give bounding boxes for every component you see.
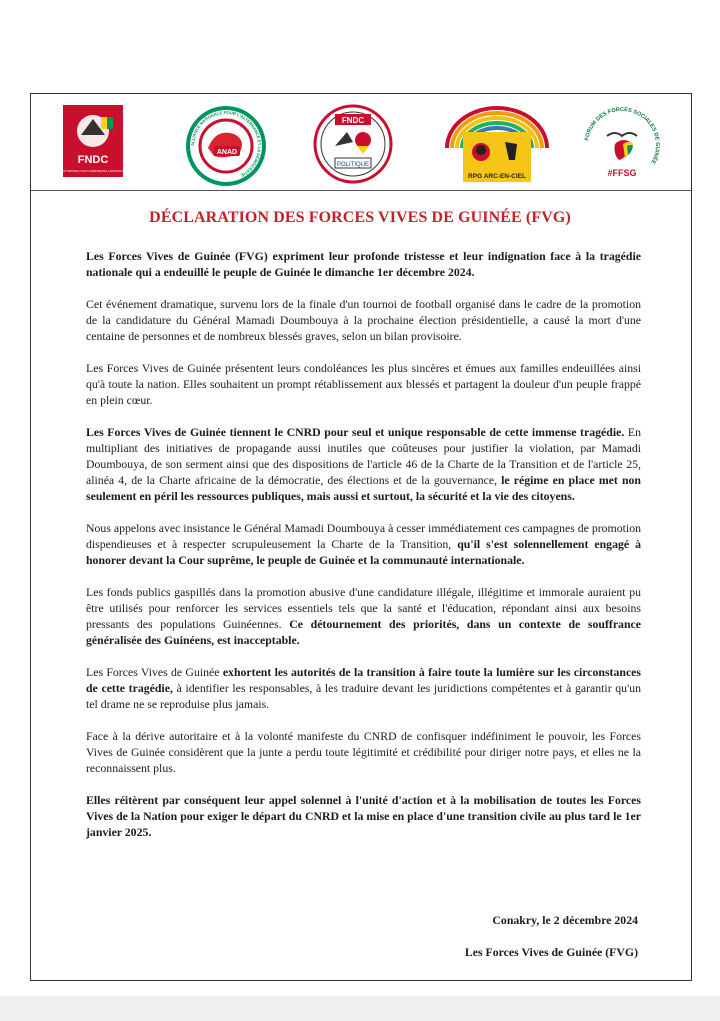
document-body [86, 248, 641, 856]
signature-block [465, 912, 638, 960]
paragraph-7-text-1: Les Forces Vives de Guinée [86, 665, 223, 679]
rpg-logo-label: RPG ARC-EN-CIEL [468, 173, 526, 180]
paragraph-9: Elles réitèrent par conséquent leur appel solennel à l'unité d'action et à la mobilisation de toutes les Forces Vives de la Nation pour exiger le départ du CNRD et la mise en place d'une transition civile au plus tard le 1er janvier 2025. [86, 793, 641, 839]
paragraph-7-text-2: à identifier les responsables, à les traduire devant les juridictions compétentes et à garantir qu'un tel drame ne se reproduise plus jamais. [86, 681, 641, 711]
paragraph-4 [86, 424, 641, 504]
fndc-logo-tagline: FRONT NATIONAL POUR LA DÉFENSE DE LA CONSTITUTION [58, 170, 128, 173]
fndc-logo-label: FNDC [77, 154, 109, 166]
paragraph-5 [86, 520, 641, 568]
paragraph-6-bold-1: Ce détournement des priorités, dans un contexte de souffrance généralisée des Guinéens, est inacceptable. [86, 617, 641, 647]
ffsg-logo-ring-text: FORUM DES FORCES SOCIALES DE GUINÉE [584, 106, 661, 165]
paragraph-3: Les Forces Vives de Guinée présentent leurs condoléances les plus sincères et émues aux familles endeuillées ainsi qu'à toute la nation. Elles souhaitent un prompt rétablissement aux blessés et partagent la douleur d'un peuple frappé en plein cœur. [86, 361, 641, 407]
bottom-margin [0, 996, 720, 1021]
paragraph-1: Les Forces Vives de Guinée (FVG) expriment leur profonde tristesse et leur indignation face à la tragédie nationale qui a endeuillé le peuple de Guinée le dimanche 1er décembre 2024. [86, 249, 641, 279]
fndc-politique-sub: POLITIQUE [336, 162, 370, 168]
ffsg-logo-hashtag: #FFSG [607, 168, 637, 178]
fndc-logo [58, 105, 128, 177]
anad-logo [184, 104, 268, 188]
paragraph-6 [86, 584, 641, 648]
paragraph-5-text-1: Nous appelons avec insistance le Général Mamadi Doumbouya à cesser immédiatement ces campagnes de promotion dispendieuses et à respecter scrupuleusement la Charte de la Transition, [86, 521, 641, 551]
rpg-arc-en-ciel-logo [441, 102, 553, 182]
paragraph-5-bold-1: qu'il s'est solennellement engagé à honorer devant la Cour suprême, le peuple de Guinée et la communauté internationale. [86, 537, 641, 567]
paragraph-4-bold-2: le régime en place met non seulement en péril les ressources publiques, mais aussi et surtout, la sécurité et la vie des citoyens. [86, 473, 641, 503]
paragraph-8: Face à la dérive autoritaire et à la volonté manifeste du CNRD de confisquer indéfiniment le pouvoir, les Forces Vives de Guinée considèrent que la junte a perdu toute légitimité et crédibilité pour diriger notre pays, et elles ne la reconnaissent plus. [86, 729, 641, 775]
fndc-politique-label: FNDC [341, 116, 365, 125]
document-title: DÉCLARATION DES FORCES VIVES DE GUINÉE (FVG) [149, 209, 571, 226]
anad-logo-ring-text: ALLIANCE NATIONALE POUR L'ALTERNANCE ET LA DÉMOCRATIE [189, 109, 263, 178]
paragraph-2: Cet événement dramatique, survenu lors de la finale d'un tournoi de football organisé dans le cadre de la promotion de la candidature du Général Mamadi Doumbouya à la prochaine élection présidentielle, a causé la mort d'une centaine de personnes et de nombreux blessés graves, selon un bilan provisoire. [86, 297, 641, 343]
paragraph-4-text-1: En multipliant des initiatives de propagande aussi inutiles que coûteuses pour justifier la violation, par Mamadi Doumbouya, de son serment ainsi que des dispositions de l'article 46 de la Charte de la Transition et de l'article 25, alinéa 4, de la Charte africaine de la démocratie, des élections et de la gouvernance, [86, 425, 642, 487]
paragraph-7-bold-1: exhortent les autorités de la transition à faire toute la lumière sur les circonstances de cette tragédie, [86, 665, 642, 695]
signature-place-date: Conakry, le 2 décembre 2024 [492, 913, 638, 927]
paragraph-7 [86, 664, 641, 712]
signature-signatory: Les Forces Vives de Guinée (FVG) [464, 945, 638, 959]
fndc-politique-logo [313, 102, 393, 186]
paragraph-4-bold-1: Les Forces Vives de Guinée tiennent le CNRD pour seul et unique responsable de cette immense tragédie. [86, 425, 625, 439]
ffsg-logo [577, 100, 667, 190]
anad-logo-label: ANAD [216, 149, 238, 156]
paragraph-6-text-1: Les fonds publics gaspillés dans la promotion abusive d'une candidature illégale, illégitime et immorale auraient pu être utilisés pour renforcer les services essentiels tels que la santé et l'éducation, répondant ainsi aux besoins pressants des populations Guinéennes. [86, 585, 641, 631]
